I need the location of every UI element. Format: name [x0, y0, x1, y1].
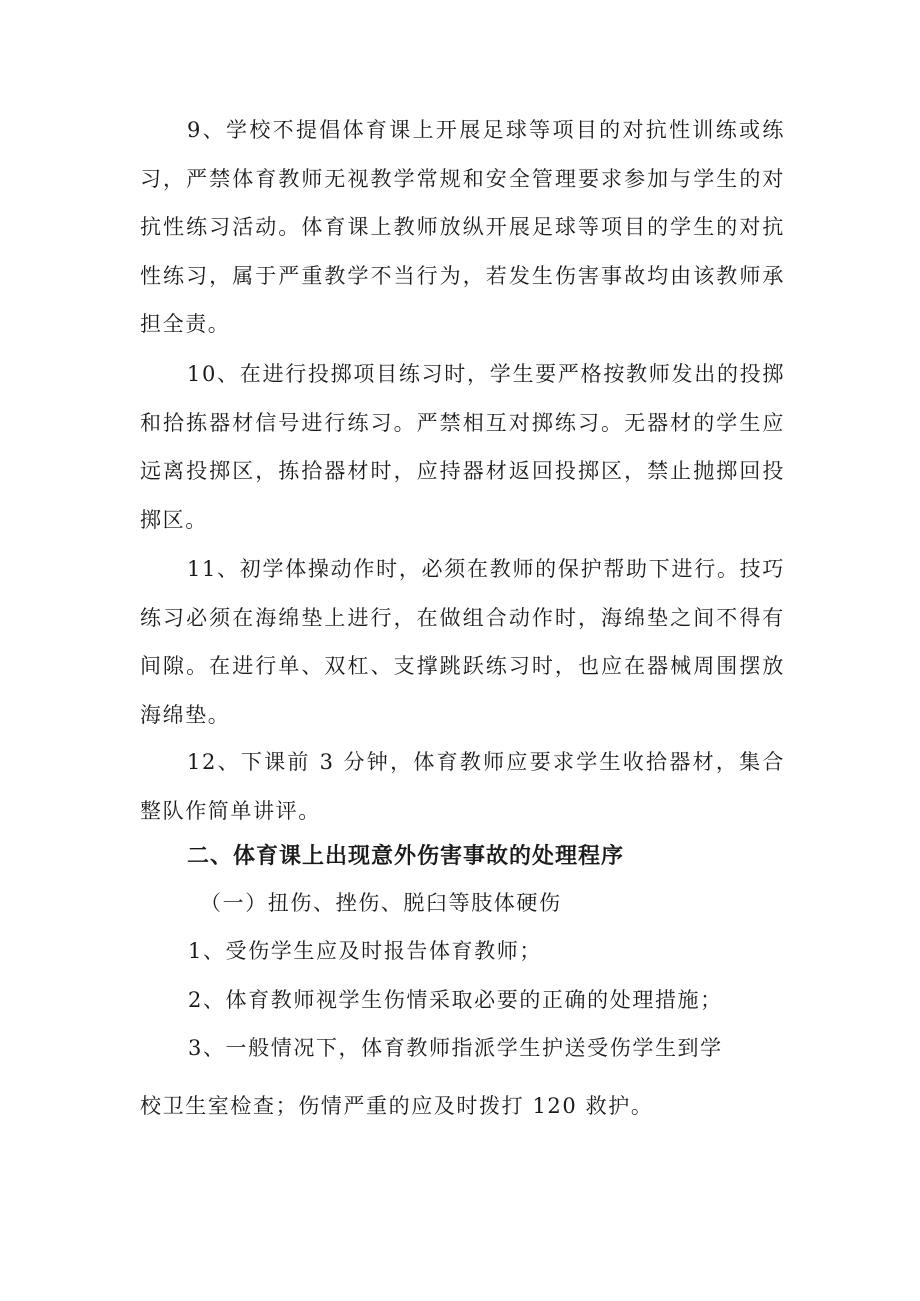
paragraph-item-10: 10、在进行投掷项目练习时，学生要严格按教师发出的投掷和拾拣器材信号进行练习。严禁相互对掷练习。无器材的学生应远离投掷区，拣拾器材时，应持器材返回投掷区，禁止抛掷回投掷区。 [140, 362, 785, 532]
paragraph-item-9: 9、学校不提倡体育课上开展足球等项目的对抗性训练或练习，严禁体育教师无视教学常规和安全管理要求参加与学生的对抗性练习活动。体育课上教师放纵开展足球等项目的学生的对抗性练习，属于严重教学不当行为，若发生伤害事故均由该教师承担全责。 [140, 118, 785, 336]
step-2: 2、体育教师视学生伤情采取必要的正确的处理措施； [188, 988, 723, 1012]
step-3: 3、一般情况下，体育教师指派学生护送受伤学生到学 [188, 1036, 723, 1060]
step-3-continuation: 校卫生室检查；伤情严重的应及时拨打 120 救护。 [140, 1094, 654, 1118]
step-1: 1、受伤学生应及时报告体育教师； [188, 939, 542, 963]
subsection-heading: （一）扭伤、挫伤、脱臼等肢体硬伤 [200, 891, 562, 915]
paragraph-item-11: 11、初学体操动作时，必须在教师的保护帮助下进行。技巧练习必须在海绵垫上进行，在做组合动作时，海绵垫之间不得有间隙。在进行单、双杠、支撑跳跃练习时，也应在器械周围摆放海绵垫。 [140, 557, 785, 727]
section-heading: 二、体育课上出现意外伤害事故的处理程序 [187, 844, 625, 869]
paragraph-item-12: 12、下课前 3 分钟，体育教师应要求学生收拾器材，集合整队作简单讲评。 [140, 750, 785, 823]
